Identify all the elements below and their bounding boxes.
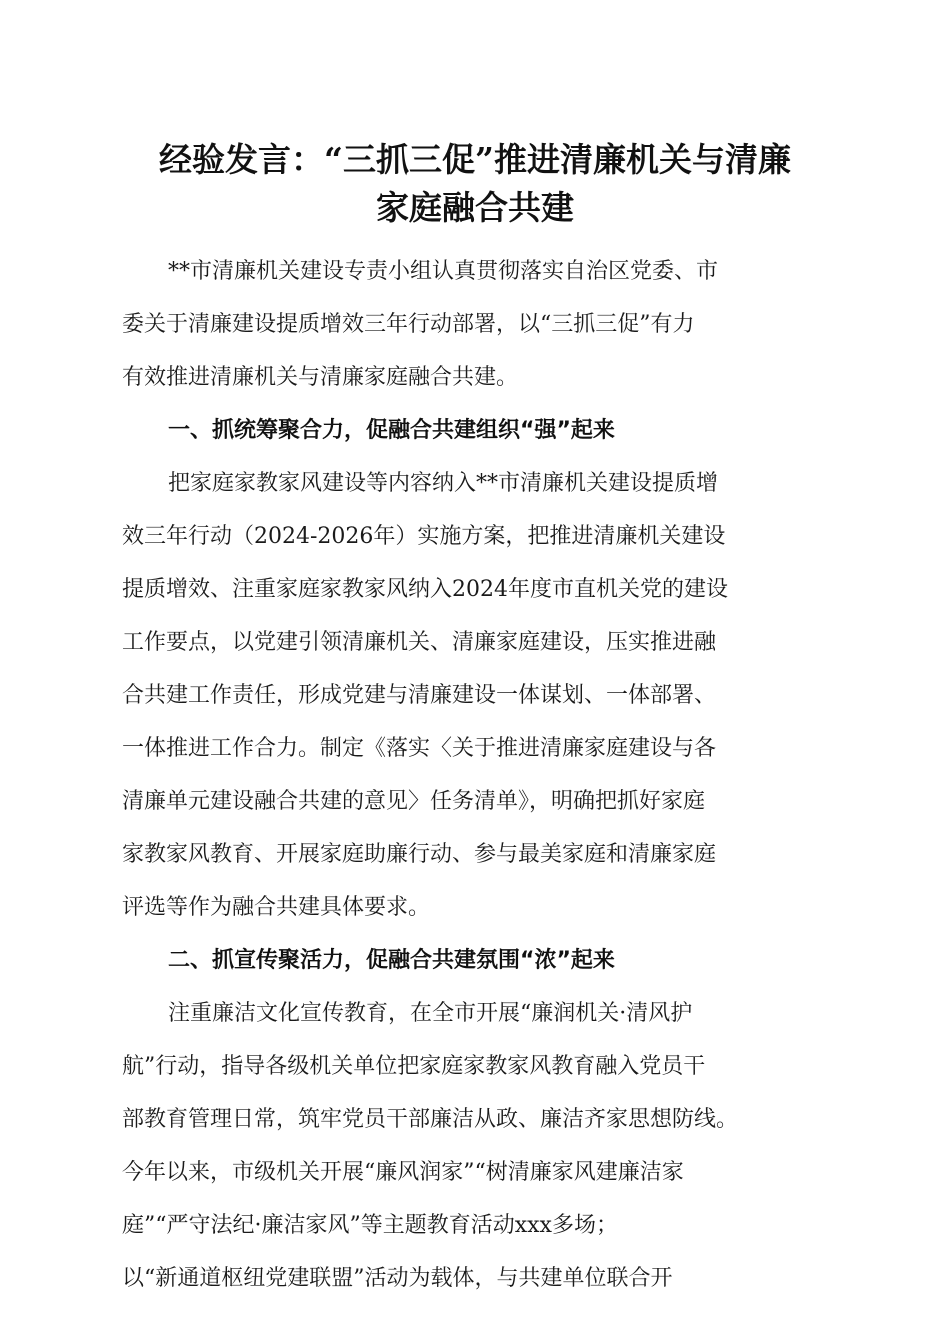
section-heading-1: 一、抓统筹聚合力，促融合共建组织“强”起来 xyxy=(168,418,615,443)
section-heading-2: 二、抓宣传聚活力，促融合共建氛围“浓”起来 xyxy=(168,948,615,973)
intro-paragraph-line: 有效推进清廉机关与清廉家庭融合共建。 xyxy=(122,365,519,390)
section-2-paragraph-line: 注重廉洁文化宣传教育，在全市开展“廉润机关·清风护 xyxy=(168,1001,693,1026)
section-2-paragraph-line: 庭”“严守法纪·廉洁家风”等主题教育活动xxx多场； xyxy=(122,1213,618,1238)
section-2-paragraph-line: 部教育管理日常，筑牢党员干部廉洁从政、廉洁齐家思想防线。 xyxy=(122,1107,739,1132)
section-1-paragraph-line: 一体推进工作合力。制定《落实〈关于推进清廉家庭建设与各 xyxy=(122,736,717,761)
section-2-paragraph-line: 航”行动，指导各级机关单位把家庭家教家风教育融入党员干 xyxy=(122,1054,706,1079)
intro-paragraph-line: **市清廉机关建设专责小组认真贯彻落实自治区党委、市 xyxy=(168,259,719,284)
document-title-line-1: 经验发言：“三抓三促”推进清廉机关与清廉 xyxy=(159,140,791,179)
intro-paragraph-line: 委关于清廉建设提质增效三年行动部署，以“三抓三促”有力 xyxy=(122,312,695,337)
section-1-paragraph-line: 合共建工作责任，形成党建与清廉建设一体谋划、一体部署、 xyxy=(122,683,717,708)
section-1-paragraph-line: 效三年行动（2024-2026年）实施方案，把推进清廉机关建设 xyxy=(122,524,726,549)
section-1-paragraph-line: 工作要点，以党建引领清廉机关、清廉家庭建设，压实推进融 xyxy=(122,630,717,655)
section-1-paragraph-line: 清廉单元建设融合共建的意见〉任务清单》，明确把抓好家庭 xyxy=(122,789,706,814)
section-2-paragraph-line: 以“新通道枢纽党建联盟”活动为载体，与共建单位联合开 xyxy=(122,1266,673,1291)
section-1-paragraph-line: 提质增效、注重家庭家教家风纳入2024年度市直机关党的建设 xyxy=(122,577,728,602)
section-1-paragraph-line: 评选等作为融合共建具体要求。 xyxy=(122,895,431,920)
section-1-paragraph-line: 家教家风教育、开展家庭助廉行动、参与最美家庭和清廉家庭 xyxy=(122,842,717,867)
section-2-paragraph-line: 今年以来，市级机关开展“廉风润家”“树清廉家风建廉洁家 xyxy=(122,1160,684,1185)
section-1-paragraph-line: 把家庭家教家风建设等内容纳入**市清廉机关建设提质增 xyxy=(168,471,719,496)
document-title-line-2: 家庭融合共建 xyxy=(376,188,574,227)
